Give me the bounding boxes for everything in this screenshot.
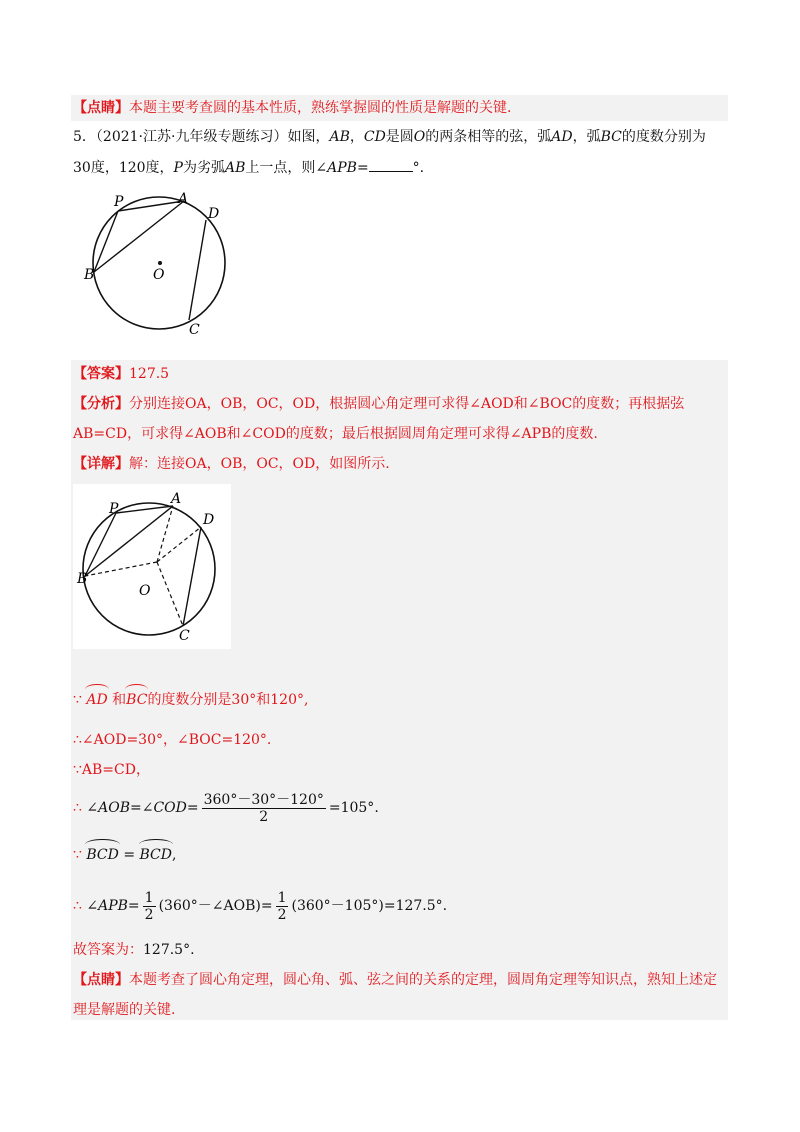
analysis-text: AB=CD，可求得∠AOB和∠COD的度数；最后根据圆周角定理可求得∠APB的度数. xyxy=(73,426,598,442)
label-a: A xyxy=(178,191,189,207)
problem-text: 的度数分别为 xyxy=(621,129,706,145)
step-text: ∴∠AOD=30°，∠BOC=120°. xyxy=(73,732,272,748)
label-o: O xyxy=(139,583,151,599)
point-p: P xyxy=(173,160,183,176)
chord-pb xyxy=(85,513,116,576)
step-formula: (360°－105°)=127.5° xyxy=(291,898,443,914)
chord-cd xyxy=(183,527,201,626)
problem-number: 5． xyxy=(73,129,96,145)
radius-ob xyxy=(85,562,157,576)
label-o: O xyxy=(153,267,165,283)
fraction-denominator: 2 xyxy=(277,906,287,923)
separator: ， xyxy=(349,129,364,145)
arc-bcd: BCD xyxy=(86,847,119,863)
step-text: . xyxy=(190,942,195,958)
circle xyxy=(83,503,215,635)
therefore-symbol: ∴ xyxy=(73,898,82,914)
answer-line xyxy=(73,364,169,384)
step-5 xyxy=(73,845,176,865)
arc-ab: AB xyxy=(224,160,246,176)
problem-text: 30度，120度， xyxy=(73,160,174,176)
detail-tag: 【详解】 xyxy=(73,456,129,472)
problem-text: °. xyxy=(412,160,425,176)
problem-text: 上一点，则∠ xyxy=(245,160,328,176)
step-1 xyxy=(73,690,308,710)
problem-text: 如图， xyxy=(287,129,330,145)
note-text: 理是解题的关键. xyxy=(73,1002,176,1018)
problem-text: 的两条相等的弦，弧 xyxy=(425,129,552,145)
problem-text: ，弧 xyxy=(572,129,601,145)
arc-bc: BC xyxy=(600,129,622,145)
problem-line-2 xyxy=(73,157,424,178)
fraction xyxy=(202,792,326,825)
fraction-numerator: 1 xyxy=(277,889,287,906)
label-c: C xyxy=(189,322,200,338)
because-symbol: ∵ xyxy=(73,692,82,708)
bottom-note-line-2 xyxy=(73,1000,175,1020)
fraction xyxy=(143,890,156,923)
therefore-symbol: ∴ xyxy=(73,800,82,816)
label-c: C xyxy=(179,628,190,644)
radius-oc xyxy=(157,562,183,626)
chord-ab: AB xyxy=(329,129,350,145)
arc-bcd: BCD xyxy=(139,847,172,863)
step-formula: =105° xyxy=(328,800,375,816)
final-answer xyxy=(73,940,195,960)
chord-cd xyxy=(189,220,206,320)
step-text: 和 xyxy=(112,692,127,708)
label-p: P xyxy=(114,194,124,210)
step-3 xyxy=(73,760,150,780)
step-formula: ∠AOB=∠COD= xyxy=(86,800,199,816)
note-text: 本题考查了圆心角定理，圆心角、弧、弦之间的关系的定理，圆周角定理等知识点，熟知上述定 xyxy=(129,972,717,988)
step-4 xyxy=(73,790,379,826)
arc-ad: AD xyxy=(551,129,573,145)
radius-od xyxy=(157,527,201,562)
analysis-tag: 【分析】 xyxy=(73,396,129,412)
step-text: . xyxy=(442,898,448,914)
center-point xyxy=(158,261,162,265)
step-text: ∵AB=CD， xyxy=(73,762,150,778)
step-formula: = xyxy=(123,847,136,863)
radius-oa xyxy=(157,506,173,562)
angle-apb: APB xyxy=(327,160,357,176)
problem-line-1 xyxy=(73,127,706,147)
step-2 xyxy=(73,730,271,750)
problem-text: 为劣弧 xyxy=(182,160,225,176)
bottom-note-line-1 xyxy=(73,970,717,990)
figure-circle-2 xyxy=(73,484,231,649)
final-answer-prefix: 故答案为： xyxy=(73,942,143,958)
because-symbol: ∵ xyxy=(73,847,82,863)
detail-text: 解：连接OA，OB，OC，OD，如图所示. xyxy=(129,456,390,472)
step-6 xyxy=(73,888,447,924)
arc-bc: BC xyxy=(126,692,148,708)
step-text: 的度数分别是30°和120°, xyxy=(147,692,309,708)
final-answer-value: 127.5° xyxy=(143,942,191,958)
analysis-line-1 xyxy=(73,394,684,414)
step-formula: (360°－∠AOB)= xyxy=(158,898,273,914)
step-text: , xyxy=(171,847,177,863)
problem-source: （2021·江苏·九年级专题练习） xyxy=(95,129,288,145)
note-text: 本题主要考查圆的基本性质，熟练掌握圆的性质是解题的关键. xyxy=(129,100,512,116)
arc-ad: AD xyxy=(86,692,108,708)
label-a: A xyxy=(171,491,182,507)
top-note xyxy=(73,98,511,118)
chord-cd: CD xyxy=(363,129,386,145)
answer-value: 127.5 xyxy=(129,366,170,382)
problem-text: = xyxy=(356,160,369,176)
figure-circle-1 xyxy=(80,188,240,338)
label-d: D xyxy=(203,512,215,528)
answer-tag: 【答案】 xyxy=(73,366,129,382)
label-b: B xyxy=(84,267,95,283)
note-tag: 【点睛】 xyxy=(73,972,129,988)
fraction-denominator: 2 xyxy=(144,906,154,923)
label-d: D xyxy=(208,206,220,222)
chord-ab xyxy=(85,506,173,576)
center-o: O xyxy=(413,129,426,145)
step-formula: ∠APB= xyxy=(86,898,140,914)
note-tag: 【点睛】 xyxy=(73,100,129,116)
fraction-numerator: 1 xyxy=(144,889,154,906)
fraction-denominator: 2 xyxy=(259,808,269,825)
answer-blank xyxy=(369,157,413,172)
analysis-line-2 xyxy=(73,424,598,444)
fraction xyxy=(276,890,289,923)
fraction-numerator: 360°－30°－120° xyxy=(203,791,324,808)
analysis-text: 分别连接OA，OB，OC，OD，根据圆心角定理可求得∠AOD和∠BOC的度数；再根据弦 xyxy=(129,396,685,412)
step-text: . xyxy=(374,800,379,816)
label-p: P xyxy=(109,501,119,517)
problem-text: 是圆 xyxy=(385,129,414,145)
detail-line xyxy=(73,454,390,474)
label-b: B xyxy=(77,571,88,587)
